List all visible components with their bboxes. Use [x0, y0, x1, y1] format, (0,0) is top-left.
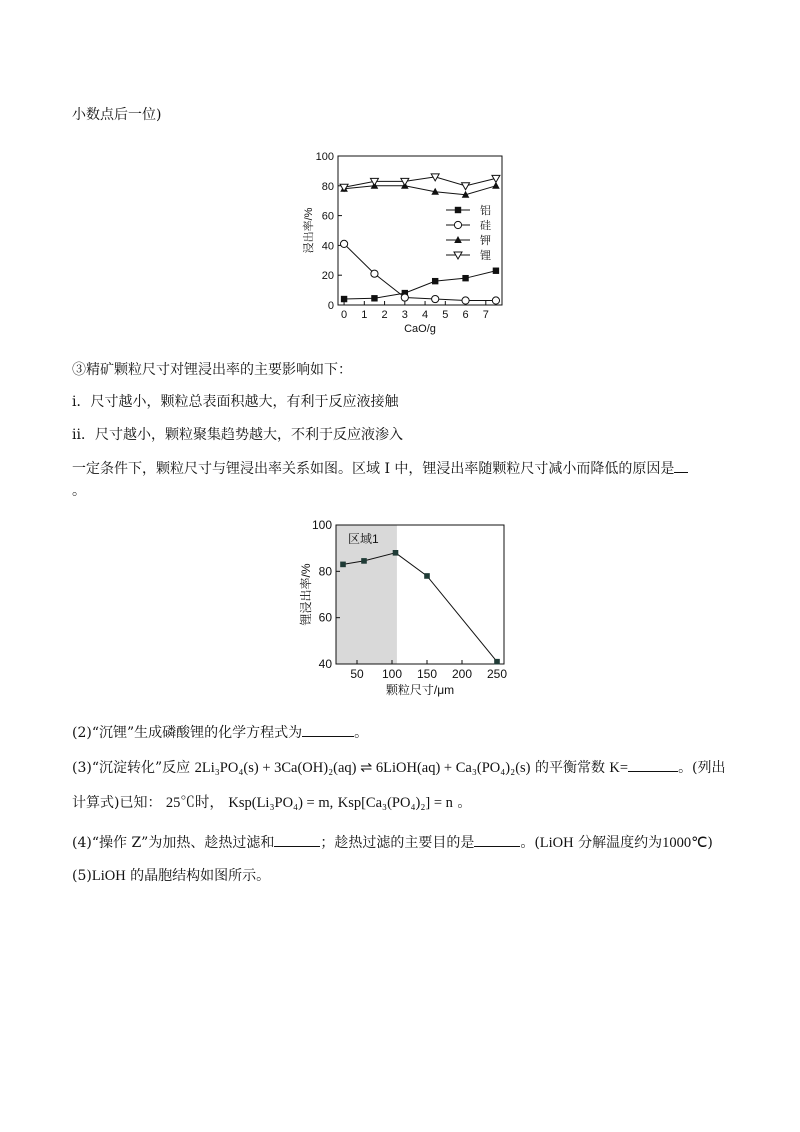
y-tick-label: 100: [315, 151, 334, 163]
answer-blank[interactable]: [302, 722, 354, 737]
answer-blank[interactable]: [628, 757, 678, 772]
x-tick-label: 7: [482, 309, 489, 321]
q3-condition: 一定条件下，颗粒尺寸与锂浸出率关系如图。区域 I 中，锂浸出率随颗粒尺寸减小而降低的原因是: [72, 458, 688, 479]
y-tick-label: 40: [318, 657, 332, 671]
legend-label: 硅: [480, 220, 491, 232]
q3b-line2: 计算式)已知： 25℃时， Ksp(Li₃PO₄) = m, Ksp[Ca₃(PO₄)₂] = n 。: [72, 795, 472, 811]
data-point: [361, 558, 367, 564]
y-tick-label: 40: [321, 240, 334, 253]
ksp-ca3po42: Ksp[Ca₃(PO₄)₂] = n: [337, 795, 453, 811]
ksp-li3po4: Ksp(Li₃PO₄) = m,: [228, 795, 334, 811]
q2: (2)“沉锂”生成磷酸锂的化学方程式为 。: [72, 722, 368, 743]
y-tick-label: 80: [318, 564, 332, 579]
y-tick-label: 100: [311, 518, 332, 532]
answer-blank[interactable]: [274, 832, 320, 847]
y-tick-label: 60: [318, 610, 332, 625]
data-point: [494, 659, 500, 665]
series-line: [344, 271, 496, 299]
x-tick-label: 100: [381, 667, 403, 681]
x-tick-label: 50: [350, 667, 364, 681]
data-point: [462, 297, 469, 304]
x-tick-label: 200: [451, 667, 473, 681]
question-continuation: 小数点后一位): [72, 107, 162, 123]
q3-intro: ③精矿颗粒尺寸对锂浸出率的主要影响如下：: [72, 362, 352, 378]
y-axis-label: 浸出率/%: [303, 207, 315, 254]
y-tick-label: 80: [321, 180, 334, 193]
q4: (4)“操作 Z”为加热、趁热过滤和 ；趁热过滤的主要目的是 。(LiOH 分解温度约为1000℃): [72, 832, 713, 853]
data-point: [492, 297, 499, 304]
legend-label: 铝: [480, 205, 491, 217]
data-point: [432, 278, 438, 284]
answer-blank[interactable]: [474, 832, 520, 847]
region-label: 区域1: [348, 532, 379, 546]
data-point: [424, 573, 430, 579]
q3b-line1: (3)“沉淀转化”反应 2Li₃PO₄(s) + 3Ca(OH)₂(aq) ⇌ 6LiOH(aq) + Ca₃(PO₄)₂(s) 的平衡常数 K= 。(列出: [72, 757, 726, 778]
legend-label: 锂: [480, 250, 491, 262]
particle-size-chart: [290, 515, 520, 705]
legend-marker: [455, 207, 461, 213]
q3-point-i: i．尺寸越小，颗粒总表面积越大，有利于反应液接触: [72, 394, 399, 410]
x-tick-label: 3: [401, 309, 408, 321]
x-tick-label: 2: [381, 309, 388, 321]
x-tick-label: 0: [341, 309, 348, 321]
x-tick-label: 150: [416, 667, 438, 681]
x-axis-label: CaO/g: [404, 323, 436, 335]
q3-end: 。: [72, 483, 86, 499]
data-point: [401, 294, 408, 301]
answer-blank[interactable]: [674, 458, 688, 473]
series-line: [344, 177, 496, 187]
y-tick-label: 60: [321, 210, 334, 223]
data-point: [371, 295, 377, 301]
data-point: [493, 268, 499, 274]
y-tick-label: 20: [321, 270, 334, 283]
data-point: [462, 275, 468, 281]
x-tick-label: 5: [442, 309, 449, 321]
x-tick-label: 250: [486, 667, 508, 681]
data-point: [393, 550, 399, 556]
legend-label: 钾: [480, 235, 491, 247]
q3-point-ii: ii．尺寸越小，颗粒聚集趋势越大，不利于反应液渗入: [72, 427, 403, 443]
data-point: [462, 183, 470, 190]
q5: (5)LiOH 的晶胞结构如图所示。: [72, 868, 271, 884]
data-point: [432, 295, 439, 302]
y-tick-label: 0: [327, 300, 334, 312]
x-axis-label: 颗粒尺寸/μm: [385, 683, 455, 697]
series-line: [344, 186, 496, 195]
x-tick-label: 1: [361, 309, 368, 321]
data-point: [341, 296, 347, 302]
data-point: [340, 562, 346, 568]
plot-frame: [338, 156, 502, 305]
precipitation-equation: 2Li₃PO₄(s) + 3Ca(OH)₂(aq) ⇌ 6LiOH(aq) + Ca₃(PO₄)₂(s): [194, 760, 531, 776]
cao-leaching-chart: [290, 148, 520, 343]
x-tick-label: 4: [421, 309, 429, 321]
data-point: [371, 270, 378, 277]
x-tick-label: 6: [462, 309, 469, 321]
data-point: [340, 240, 347, 247]
series-line: [344, 244, 496, 301]
y-axis-label: 锂浸出率/%: [299, 563, 313, 626]
legend-marker: [454, 221, 461, 228]
